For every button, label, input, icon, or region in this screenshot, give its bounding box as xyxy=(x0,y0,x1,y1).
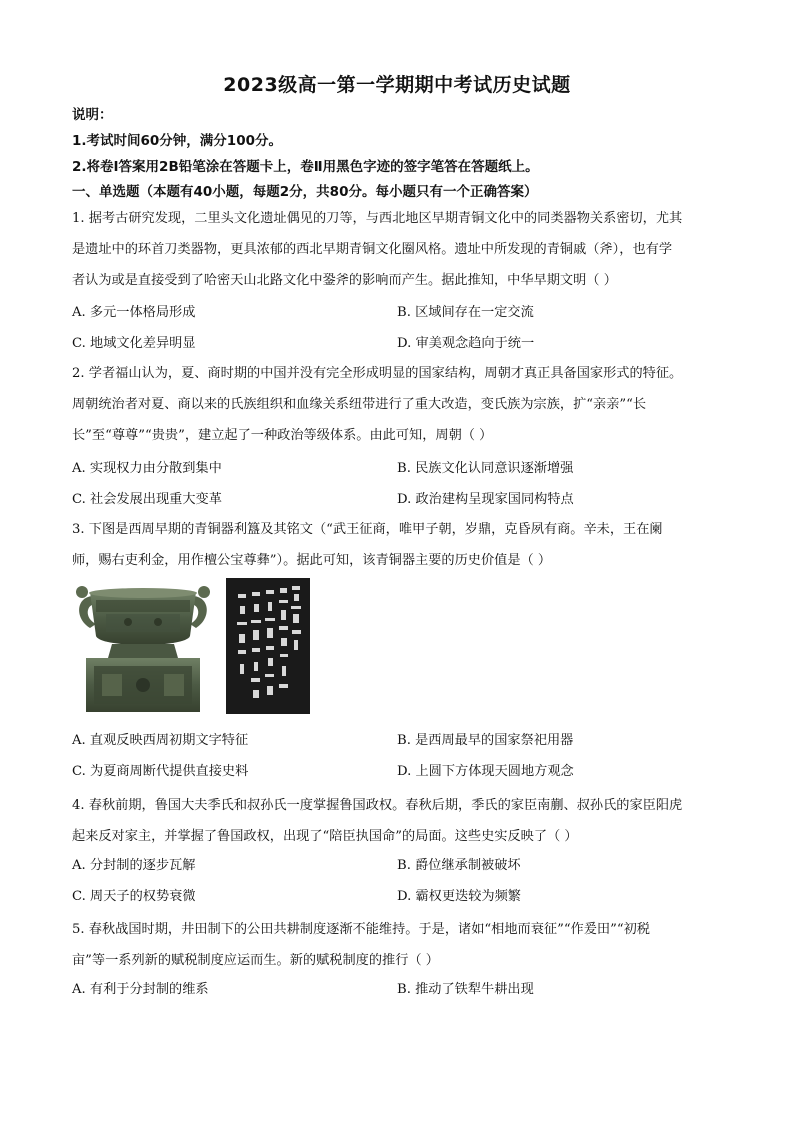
question-text-line: 起来反对家主，并掌握了鲁国政权，出现了“陪臣执国命”的局面。这些史实反映了（ ） xyxy=(72,829,578,844)
inscription-rubbing-image xyxy=(226,578,310,714)
option-1d: D. 审美观念趋向于统一 xyxy=(397,336,535,351)
notes-label: 说明： xyxy=(72,107,113,123)
option-1b: B. 区域间存在一定交流 xyxy=(397,305,534,320)
option-4c: C. 周天子的权势衰微 xyxy=(72,889,196,904)
question-text-line: 亩”等一系列新的赋税制度应运而生。新的赋税制度的推行（ ） xyxy=(72,953,439,968)
option-2b: B. 民族文化认同意识逐渐增强 xyxy=(397,461,574,476)
question-text-line: 5. 春秋战国时期，井田制下的公田共耕制度逐渐不能维持。于是，诸如“相地而衰征”“作爰田”“初税 xyxy=(72,922,650,937)
option-3c: C. 为夏商周断代提供直接史料 xyxy=(72,764,249,779)
question-text-line: 3. 下图是西周早期的青铜器利簋及其铭文（“武王征商，唯甲子朝，岁鼎，克昏夙有商。辛未，王在阑 xyxy=(72,522,663,537)
question-1 xyxy=(72,203,722,296)
question-2 xyxy=(72,358,722,451)
question-text-line: 者认为或是直接受到了哈密天山北路文化中銎斧的影响而产生。据此推知，中华早期文明（ ） xyxy=(72,273,617,288)
option-1c: C. 地域文化差异明显 xyxy=(72,336,196,351)
option-2d: D. 政治建构呈现家国同构特点 xyxy=(397,492,574,507)
bronze-vessel-image xyxy=(72,578,214,716)
option-3b: B. 是西周最早的国家祭祀用器 xyxy=(397,733,574,748)
question-text-line: 1. 据考古研究发现，二里头文化遗址偶见的刀等，与西北地区早期青铜文化中的同类器物关系密切，尤其 xyxy=(72,211,683,226)
question-5 xyxy=(72,914,722,976)
question-4 xyxy=(72,790,722,852)
page-title: 2023级高一第一学期期中考试历史试题 xyxy=(223,74,571,96)
section-heading: 一、单选题（本题有40小题，每题2分，共80分。每小题只有一个正确答案） xyxy=(72,184,538,200)
option-5a: A. 有利于分封制的维系 xyxy=(72,982,209,997)
question-3 xyxy=(72,514,722,576)
option-4a: A. 分封制的逐步瓦解 xyxy=(72,858,196,873)
option-3a: A. 直观反映西周初期文字特征 xyxy=(72,733,249,748)
option-4d: D. 霸权更迭较为频繁 xyxy=(397,889,521,904)
option-3d: D. 上圆下方体现天圆地方观念 xyxy=(397,764,574,779)
question-text-line: 师，赐右吏利金，用作檀公宝尊彝”）。据此可知，该青铜器主要的历史价值是（ ） xyxy=(72,553,552,568)
question-text-line: 4. 春秋前期，鲁国大夫季氏和叔孙氏一度掌握鲁国政权。春秋后期，季氏的家臣南蒯、叔孙氏的家臣阳虎 xyxy=(72,798,683,813)
question-text-line: 周朝统治者对夏、商以来的氏族组织和血缘关系纽带进行了重大改造，变氏族为宗族，扩“亲亲”“长 xyxy=(72,397,647,412)
question-text-line: 长”至“尊尊”“贵贵”，建立起了一种政治等级体系。由此可知，周朝（ ） xyxy=(72,428,493,443)
option-5b: B. 推动了铁犁牛耕出现 xyxy=(397,982,534,997)
option-1a: A. 多元一体格局形成 xyxy=(72,305,196,320)
option-2c: C. 社会发展出现重大变革 xyxy=(72,492,222,507)
question-text-line: 2. 学者福山认为，夏、商时期的中国并没有完全形成明显的国家结构，周朝才真正具备国家形式的特征。 xyxy=(72,366,683,381)
question-text-line: 是遗址中的环首刀类器物，更具浓郁的西北早期青铜文化圈风格。遗址中所发现的青铜戚（斧），也有学 xyxy=(72,242,673,257)
option-2a: A. 实现权力由分散到集中 xyxy=(72,461,222,476)
option-4b: B. 爵位继承制被破坏 xyxy=(397,858,521,873)
notes-line-2: 2.将卷Ⅰ答案用2B铅笔涂在答题卡上，卷Ⅱ用黑色字迹的签字笔答在答题纸上。 xyxy=(72,159,539,175)
notes-line-1: 1.考试时间60分钟，满分100分。 xyxy=(72,133,282,149)
